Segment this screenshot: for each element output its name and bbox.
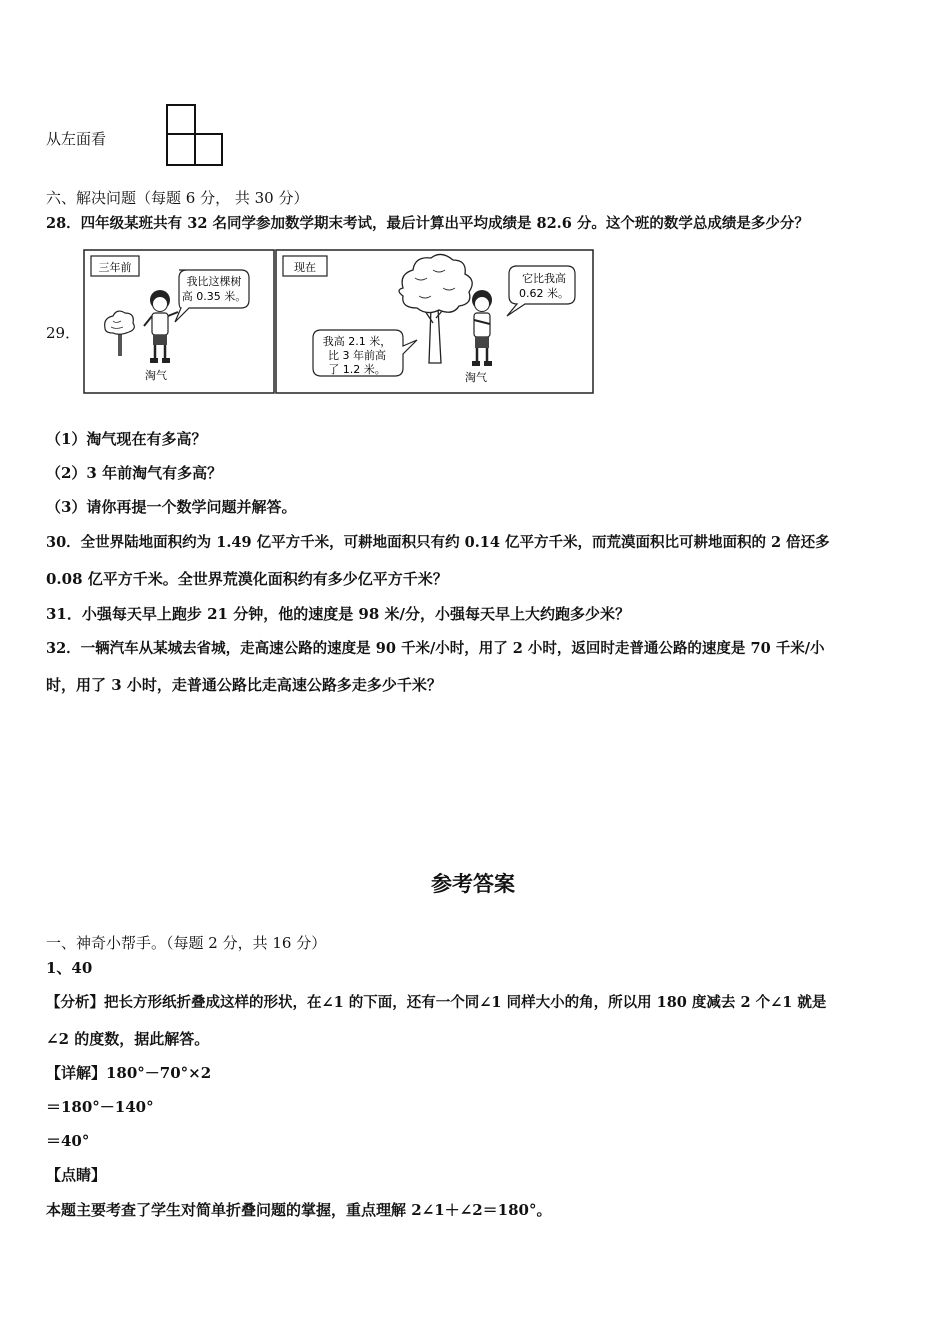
question-29-figure (83, 248, 595, 396)
question-29-sub2: （2）3 年前淘气有多高？ (46, 464, 223, 482)
right-bubble-line1: 它比我高 (522, 272, 566, 285)
analysis-line1: 【分析】把长方形纸折叠成这样的形状，在∠1 的下面，还有一个同∠1 同样大小的角，所以用 180 度减去 2 个∠1 就是 (46, 994, 827, 1011)
detail-line2: ＝180°－140° (46, 1098, 154, 1116)
section6-heading: 六、解决问题（每题 6 分， 共 30 分） (46, 189, 309, 207)
answers-title: 参考答案 (431, 871, 515, 896)
analysis-line2: ∠2 的度数，据此解答。 (46, 1030, 210, 1048)
question-32-line1: 32．一辆汽车从某城去省城，走高速公路的速度是 90 千米/小时，用了 2 小时，返回时走普通公路的速度是 70 千米/小 (46, 640, 825, 657)
answer-1-number: 1、40 (46, 959, 93, 977)
question-28: 28．四年级某班共有 32 名同学参加数学期末考试，最后计算出平均成绩是 82.6 分。这个班的数学总成绩是多少分？ (46, 215, 809, 232)
question-32-line2: 时，用了 3 小时，走普通公路比走高速公路多走多少千米？ (46, 676, 442, 694)
right-panel-label: 现在 (294, 261, 316, 274)
question-30-line1: 30．全世界陆地面积约为 1.49 亿平方千米，可耕地面积只有约 0.14 亿平方千米，而荒漠面积比可耕地面积的 2 倍还多 (46, 534, 830, 551)
right-bubble2-line2: 比 3 年前高 (328, 349, 386, 362)
right-bubble2-line3: 了 1.2 米。 (328, 363, 386, 376)
right-bubble2-line1: 我高 2.1 米， (322, 335, 392, 348)
question-29-sub3: （3）请你再提一个数学问题并解答。 (46, 498, 297, 516)
detail-line1: 【详解】180°－70°×2 (46, 1064, 212, 1082)
left-name: 淘气 (145, 369, 167, 382)
answers-section1-heading: 一、神奇小帮手。（每题 2 分，共 16 分） (46, 934, 327, 952)
detail-line3: ＝40° (46, 1132, 90, 1150)
left-bubble-line1: 我比这棵树 (186, 275, 242, 288)
question-30-line2: 0.08 亿平方千米。全世界荒漠化面积约有多少亿平方千米？ (46, 570, 448, 588)
question-29-number: 29． (46, 324, 81, 342)
left-view-label: 从左面看 (46, 130, 107, 148)
left-bubble-line2: 高 0.35 米。 (181, 290, 247, 303)
comment-text: 本题主要考查了学生对简单折叠问题的掌握，重点理解 2∠1＋∠2＝180°。 (46, 1201, 552, 1219)
question-31: 31．小强每天早上跑步 21 分钟，他的速度是 98 米/分，小强每天早上大约跑多少米？ (46, 605, 630, 623)
left-view-figure (163, 103, 225, 167)
left-panel-label: 三年前 (98, 261, 132, 274)
right-bubble-line2: 0.62 米。 (519, 287, 569, 300)
question-29-sub1: （1）淘气现在有多高？ (46, 430, 207, 448)
right-name: 淘气 (465, 371, 487, 384)
comment-heading: 【点睛】 (46, 1166, 107, 1184)
